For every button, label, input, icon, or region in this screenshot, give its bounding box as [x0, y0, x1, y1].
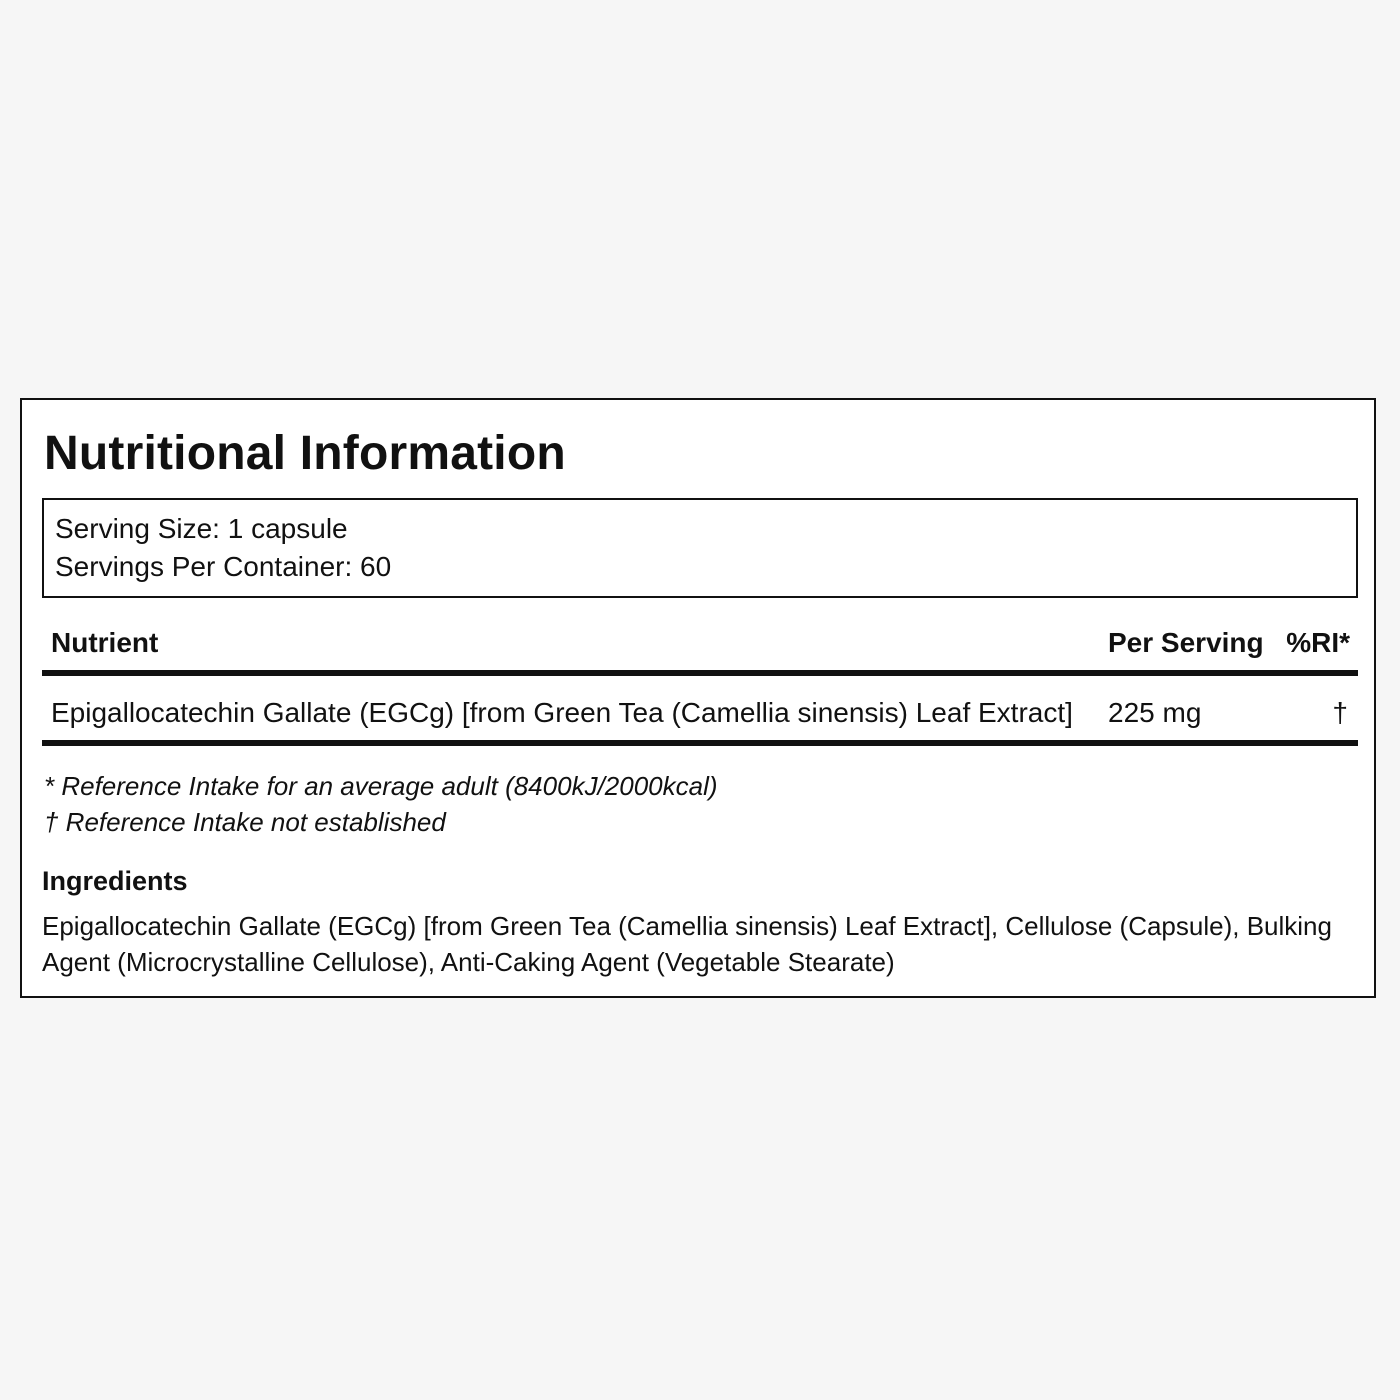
row-ri: † [1332, 697, 1348, 728]
nutrition-label [20, 398, 1376, 998]
footnote-reference-intake: * Reference Intake for an average adult (8400kJ/2000kcal) [44, 771, 718, 801]
header-ri: %RI* [1286, 627, 1350, 658]
ingredients-heading: Ingredients [42, 866, 188, 896]
row-amount: 225 mg [1108, 697, 1202, 728]
header-nutrient: Nutrient [51, 627, 159, 658]
label-title: Nutritional Information [44, 427, 566, 480]
nutrient-table-header [42, 622, 1358, 676]
serving-info-box [42, 498, 1358, 598]
footnotes [44, 768, 718, 840]
ingredients-text: Epigallocatechin Gallate (EGCg) [from Green Tea (Camellia sinensis) Leaf Extract], Cellulose (Capsule), Bulking Agent (Microcrystalline Cellulose), Anti-Caking Agent (Vegetable Stearate) [42, 911, 1332, 977]
row-nutrient-name: Epigallocatechin Gallate (EGCg) [from Green Tea (Camellia sinensis) Leaf Extract] [51, 697, 1073, 728]
table-row [42, 676, 1358, 746]
servings-per-container: Servings Per Container: 60 [55, 551, 392, 582]
footnote-not-established: † Reference Intake not established [44, 807, 446, 837]
header-per-serving: Per Serving [1108, 627, 1264, 658]
serving-size: Serving Size: 1 capsule [55, 513, 348, 544]
